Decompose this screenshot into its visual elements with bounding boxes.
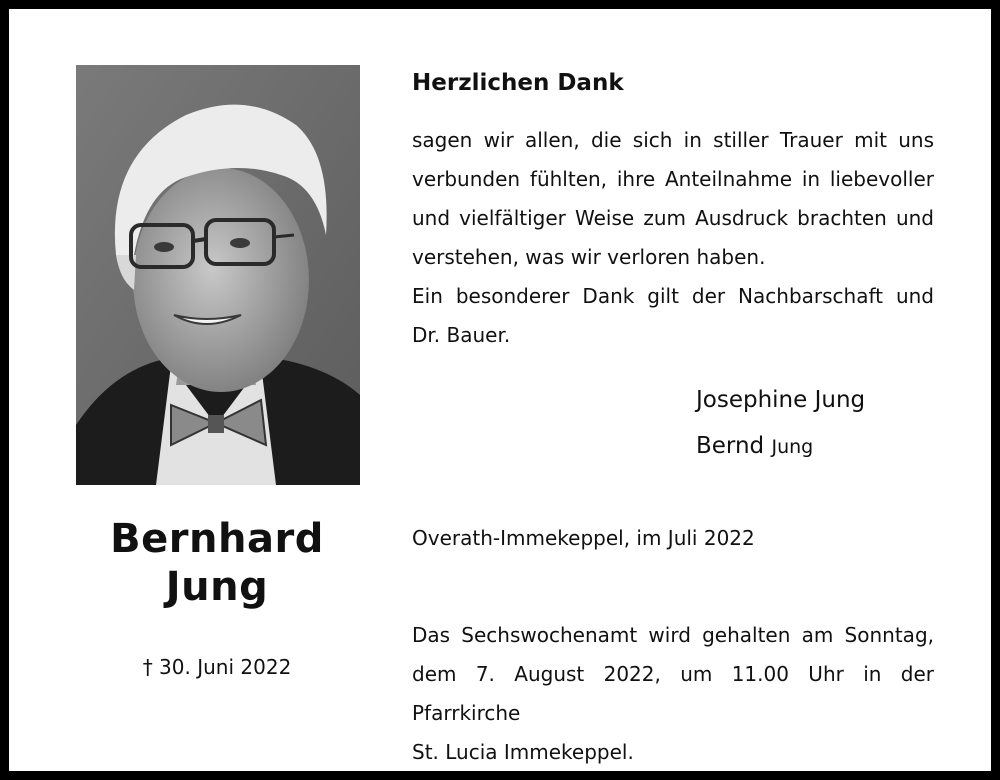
death-date: † 30. Juni 2022 xyxy=(142,655,292,679)
service-notice xyxy=(412,616,934,772)
deceased-last-name: Jung xyxy=(165,564,269,610)
thanks-paragraph-1-end: verstehen, was wir verloren haben. xyxy=(412,245,766,269)
portrait-photo xyxy=(76,65,360,485)
deceased-name xyxy=(67,515,367,611)
obituary-card xyxy=(9,9,991,771)
service-text: Das Sechswochenamt wird gehalten am Sonntag, dem 7. August 2022, um 11.00 Uhr in der Pfarrkirche xyxy=(412,623,934,725)
portrait-image xyxy=(76,65,360,485)
thanks-heading: Herzlichen Dank xyxy=(412,70,624,96)
signature-1: Josephine Jung xyxy=(696,387,866,413)
signature-2-last: Jung xyxy=(771,436,814,458)
signature-2 xyxy=(696,432,813,461)
service-text-end: St. Lucia Immekeppel. xyxy=(412,740,634,764)
place-date: Overath-Immekeppel, im Juli 2022 xyxy=(412,526,755,550)
thanks-text xyxy=(412,121,934,355)
thanks-paragraph-2-end: Dr. Bauer. xyxy=(412,323,511,347)
signature-2-first: Bernd xyxy=(696,433,765,459)
thanks-paragraph-2: Ein besonderer Dank gilt der Nachbarschaft und xyxy=(412,284,934,308)
deceased-first-name: Bernhard xyxy=(110,516,324,562)
thanks-paragraph-1: sagen wir allen, die sich in stiller Trauer mit uns verbunden fühlten, ihre Anteilnahme in liebevoller und vielfältiger Weise zum Ausdruck brachten und xyxy=(412,128,934,230)
